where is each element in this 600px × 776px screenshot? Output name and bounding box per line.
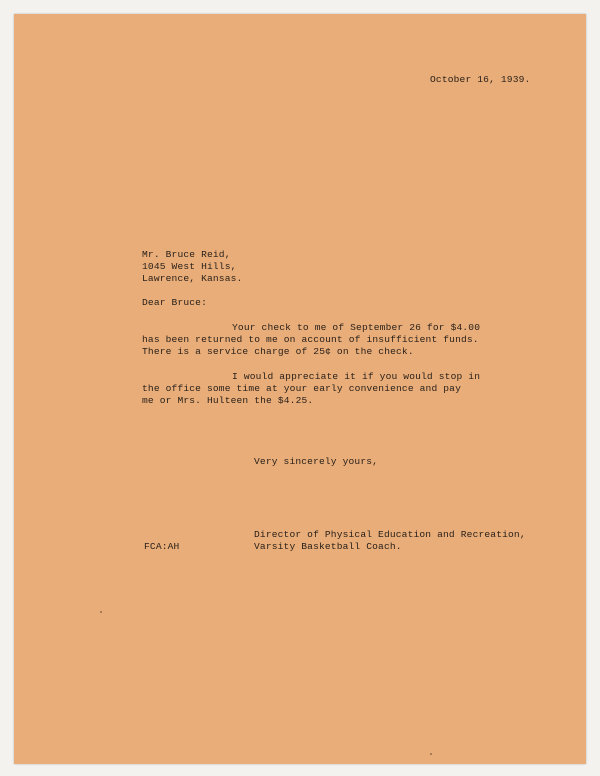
signature-title-line-2: Varsity Basketball Coach.: [254, 541, 402, 552]
body-paragraph-2-line-3: me or Mrs. Hulteen the $4.25.: [142, 395, 314, 406]
body-paragraph-1-line-1: Your check to me of September 26 for $4.00: [232, 322, 481, 333]
paper-speck: [100, 611, 102, 613]
letter-date: October 16, 1939.: [430, 74, 531, 85]
recipient-name: Mr. Bruce Reid,: [142, 249, 231, 260]
body-paragraph-2-line-2: the office some time at your early convenience and pay: [142, 383, 461, 394]
body-paragraph-2-line-1: I would appreciate it if you would stop in: [232, 371, 481, 382]
body-paragraph-1-line-3: There is a service charge of 25¢ on the check.: [142, 346, 414, 357]
closing: Very sincerely yours,: [254, 456, 379, 467]
signature-title-line-1: Director of Physical Education and Recreation,: [254, 529, 526, 540]
salutation: Dear Bruce:: [142, 297, 207, 308]
reference-initials: FCA:AH: [144, 541, 180, 552]
letter-page: [14, 14, 586, 764]
recipient-city: Lawrence, Kansas.: [142, 273, 243, 284]
paper-speck: [430, 753, 432, 755]
recipient-street: 1045 West Hills,: [142, 261, 237, 272]
body-paragraph-1-line-2: has been returned to me on account of insufficient funds.: [142, 334, 479, 345]
